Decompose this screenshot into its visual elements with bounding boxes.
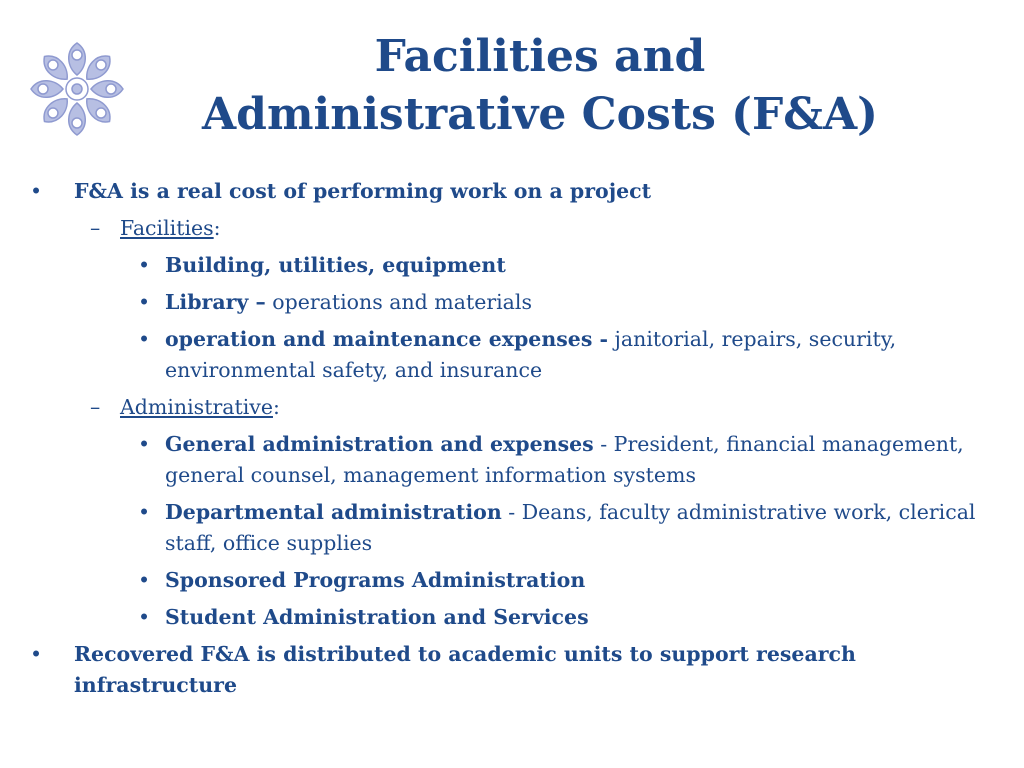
slide-title xyxy=(100,28,980,144)
item-bold-text: Library – xyxy=(165,290,266,314)
dash-marker: – xyxy=(90,395,101,419)
bullet-list xyxy=(30,176,1000,707)
list-item-facilities xyxy=(30,213,1000,244)
colon: : xyxy=(272,395,280,419)
item-bold-text: operation and maintenance expenses - xyxy=(165,327,609,351)
item-text: operations and materials xyxy=(265,290,532,314)
bullet-marker: • xyxy=(138,253,151,277)
facilities-heading: Facilities xyxy=(120,216,214,240)
list-item xyxy=(30,497,1000,559)
bullet-marker: • xyxy=(138,432,151,456)
item-text: Sponsored Programs Administration xyxy=(165,568,586,592)
list-item xyxy=(30,287,1000,318)
item-text: - President, financial management, general counsel, management information systems xyxy=(165,432,964,487)
bullet-marker: • xyxy=(138,568,151,592)
title-line-2: Administrative Costs (F&A) xyxy=(202,89,878,140)
list-item xyxy=(30,602,1000,633)
item-text: Recovered F&A is distributed to academic units to support research infrastructure xyxy=(74,642,856,697)
list-item xyxy=(30,639,1000,701)
bullet-marker: • xyxy=(30,179,43,203)
administrative-heading: Administrative xyxy=(120,395,273,419)
bullet-marker: • xyxy=(30,642,43,666)
item-text: janitorial, repairs, security, environmental safety, and insurance xyxy=(165,327,897,382)
list-item-administrative xyxy=(30,392,1000,423)
list-item xyxy=(30,429,1000,491)
item-text: Student Administration and Services xyxy=(165,605,589,629)
item-bold-text: Departmental administration xyxy=(165,500,502,524)
list-item xyxy=(30,565,1000,596)
item-text: - Deans, faculty administrative work, clerical staff, office supplies xyxy=(165,500,976,555)
title-line-1: Facilities and xyxy=(374,31,706,82)
item-text: F&A is a real cost of performing work on a project xyxy=(74,179,652,203)
bullet-marker: • xyxy=(138,290,151,314)
dash-marker: – xyxy=(90,216,101,240)
bullet-marker: • xyxy=(138,327,151,351)
item-text: Building, utilities, equipment xyxy=(165,253,506,277)
colon: : xyxy=(213,216,221,240)
bullet-marker: • xyxy=(138,500,151,524)
list-item xyxy=(30,176,1000,207)
item-bold-text: General administration and expenses xyxy=(165,432,594,456)
bullet-marker: • xyxy=(138,605,151,629)
list-item xyxy=(30,250,1000,281)
list-item xyxy=(30,324,1000,386)
